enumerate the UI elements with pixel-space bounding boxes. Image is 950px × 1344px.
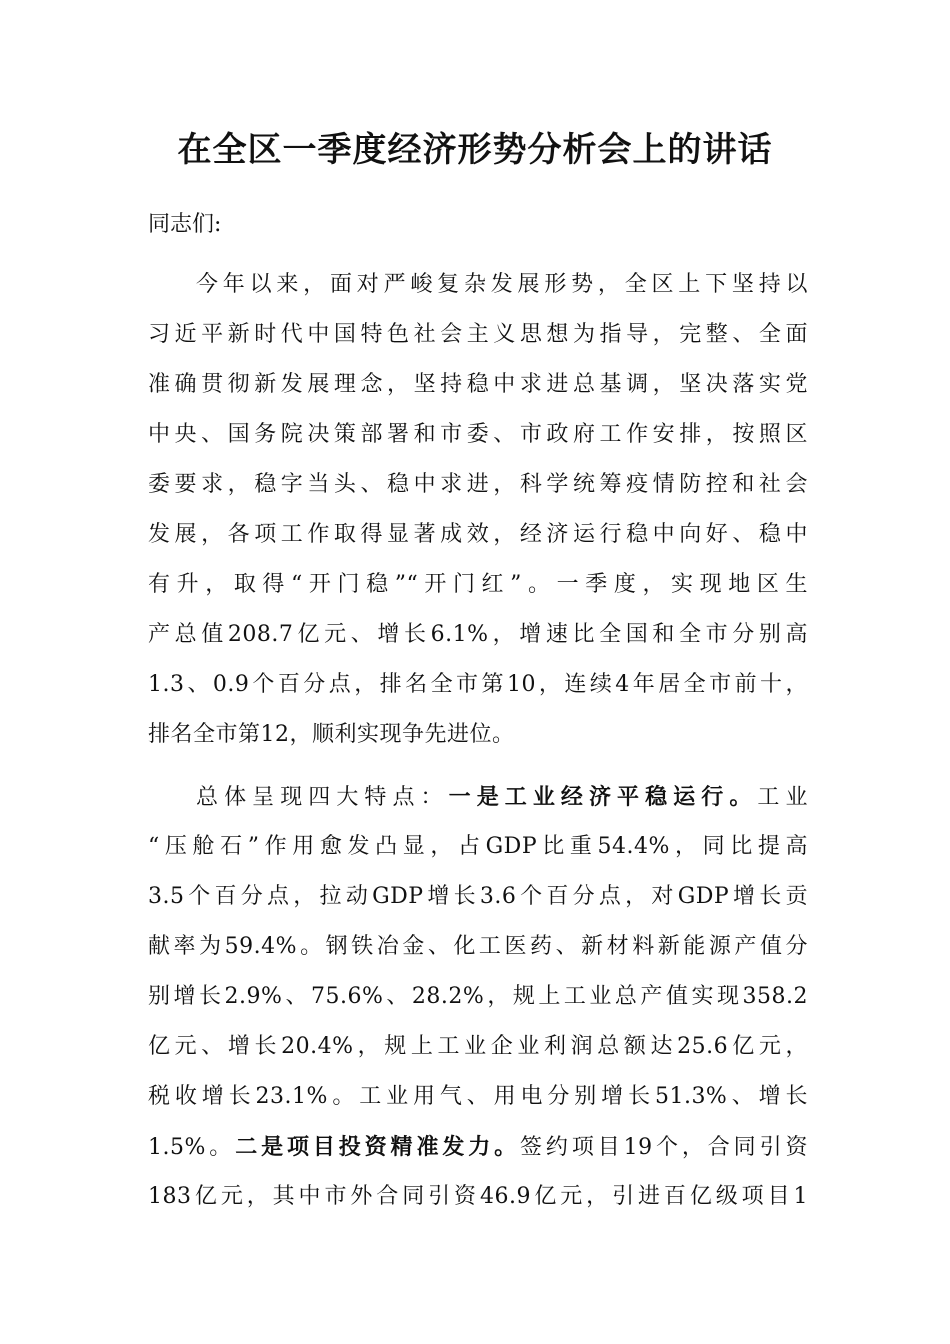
paragraph-line: 183亿元，其中市外合同引资46.9亿元，引进百亿级项目1 xyxy=(148,1184,808,1209)
paragraph-line xyxy=(148,1122,808,1172)
paragraph-features xyxy=(148,772,808,1222)
paragraph-line: 今年以来，面对严峻复杂发展形势，全区上下坚持以 xyxy=(196,272,808,297)
paragraph-line: 准确贯彻新发展理念，坚持稳中求进总基调，坚决落实党 xyxy=(148,372,808,397)
paragraph-line: 税收增长23.1%。工业用气、用电分别增长51.3%、增长 xyxy=(148,1084,808,1109)
paragraph-overview xyxy=(148,260,808,760)
paragraph-line: 产总值208.7亿元、增长6.1%，增速比全国和全市分别高 xyxy=(148,622,808,647)
paragraph-line xyxy=(148,772,808,822)
salutation: 同志们: xyxy=(148,212,222,237)
paragraph-line: 中央、国务院决策部署和市委、市政府工作安排，按照区 xyxy=(148,422,808,447)
paragraph-line: “压舱石”作用愈发凸显，占GDP比重54.4%，同比提高 xyxy=(148,834,808,859)
highlight-point-two: 二是项目投资精准发力。 xyxy=(235,1134,521,1160)
line-text: 总体呈现四大特点： xyxy=(196,785,449,810)
line-text: 签约项目19个，合同引资 xyxy=(520,1135,808,1160)
paragraph-line: 1.3、0.9个百分点，排名全市第10，连续4年居全市前十， xyxy=(148,672,808,697)
paragraph-line: 别增长2.9%、75.6%、28.2%，规上工业总产值实现358.2 xyxy=(148,984,808,1009)
paragraph-line: 亿元、增长20.4%，规上工业企业利润总额达25.6亿元， xyxy=(148,1034,808,1059)
paragraph-line: 习近平新时代中国特色社会主义思想为指导，完整、全面 xyxy=(148,322,808,347)
document-title: 在全区一季度经济形势分析会上的讲话 xyxy=(177,130,773,170)
paragraph-line: 3.5个百分点，拉动GDP增长3.6个百分点，对GDP增长贡 xyxy=(148,884,808,909)
line-text: 1.5%。 xyxy=(148,1135,236,1160)
highlight-point-one: 一是工业经济平稳运行。 xyxy=(448,784,758,810)
paragraph-line: 排名全市第12，顺利实现争先进位。 xyxy=(148,722,515,747)
paragraph-line: 发展，各项工作取得显著成效，经济运行稳中向好、稳中 xyxy=(148,522,808,547)
paragraph-line: 献率为59.4%。钢铁冶金、化工医药、新材料新能源产值分 xyxy=(148,934,808,959)
paragraph-line: 有升，取得“开门稳”“开门红”。一季度，实现地区生 xyxy=(148,572,808,597)
line-text: 工业 xyxy=(757,785,808,810)
paragraph-line: 委要求，稳字当头、稳中求进，科学统筹疫情防控和社会 xyxy=(148,472,808,497)
